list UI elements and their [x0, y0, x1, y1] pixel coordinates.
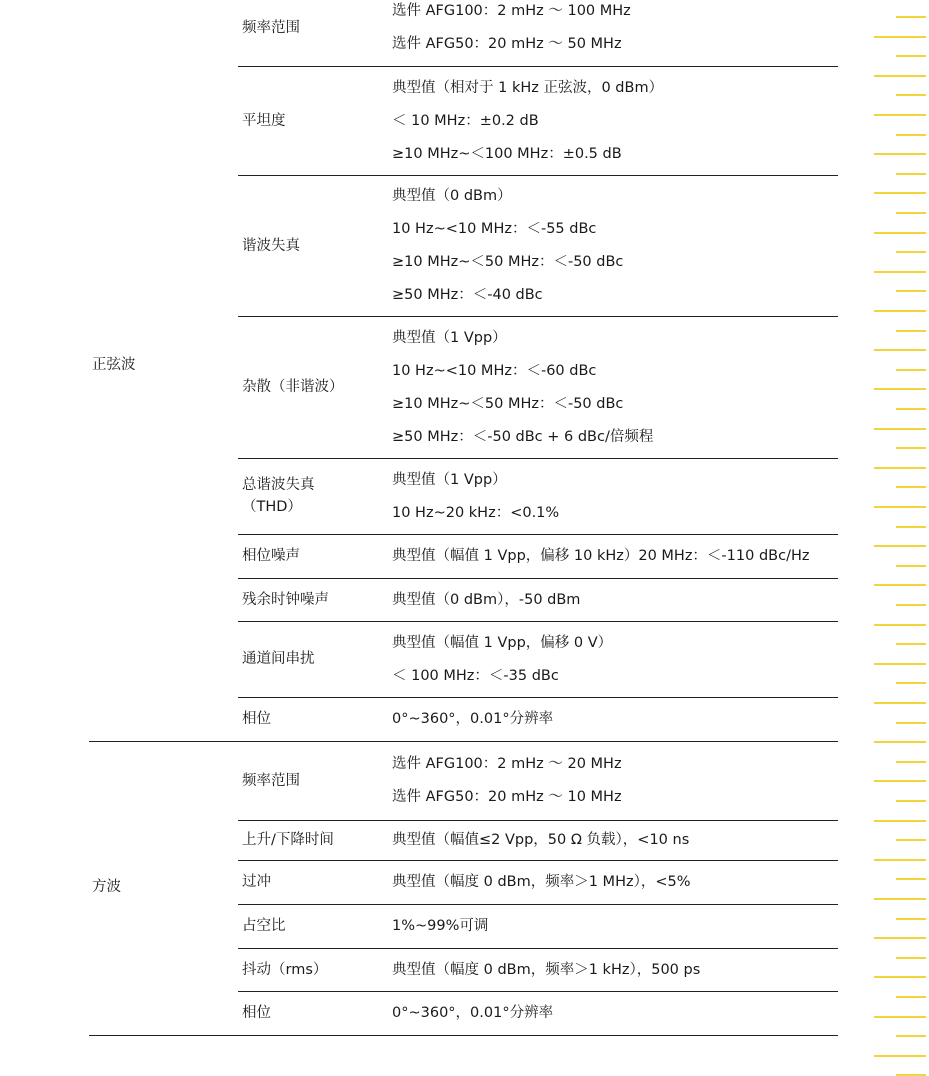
- spec-value-line: ≥50 MHz：＜-40 dBc: [392, 287, 543, 303]
- edge-tick: [896, 996, 926, 998]
- spec-name-line: 相位噪声: [242, 548, 300, 564]
- edge-tick: [874, 153, 926, 155]
- spec-value-line: 1%~99%可调: [392, 918, 489, 934]
- edge-tick: [874, 232, 926, 234]
- edge-tick: [874, 663, 926, 665]
- spec-name-line: 残余时钟噪声: [242, 591, 329, 608]
- spec-row: [238, 741, 837, 820]
- spec-name-line: 杂散（非谐波）: [242, 379, 344, 395]
- spec-value-line: 典型值（相对于 1 kHz 正弦波，0 dBm）: [392, 79, 664, 96]
- spec-value-line: 典型值（幅值 1 Vpp，偏移 10 kHz）20 MHz：＜-110 dBc/Hz: [392, 548, 810, 564]
- spec-value-line: 典型值（0 dBm），-50 dBm: [392, 591, 581, 608]
- spec-value-line: 典型值（0 dBm）: [392, 188, 512, 204]
- edge-tick: [874, 1055, 926, 1057]
- spec-row: [238, 860, 837, 904]
- spec-name-line: （THD）: [242, 499, 302, 515]
- spec-name: [242, 235, 300, 257]
- spec-name-line: 谐波失真: [242, 237, 300, 254]
- edge-tick: [874, 1016, 926, 1018]
- spec-value-line: ＜ 10 MHz：±0.2 dB: [392, 112, 539, 129]
- edge-tick: [874, 859, 926, 861]
- edge-tick: [874, 310, 926, 312]
- spec-name: [242, 110, 286, 132]
- spec-name-line: 总谐波失真: [242, 477, 315, 493]
- spec-value-line: 0°~360°，0.01°分辨率: [392, 1005, 554, 1021]
- edge-tick: [896, 290, 926, 292]
- edge-tick: [896, 94, 926, 96]
- spec-name: [242, 589, 329, 611]
- edge-tick: [896, 251, 926, 253]
- spec-name: [242, 959, 327, 981]
- group-label: 方波: [92, 879, 121, 895]
- edge-tick: [896, 722, 926, 724]
- spec-value-line: ≥10 MHz~＜100 MHz：±0.5 dB: [392, 145, 622, 162]
- spec-row: [238, 534, 837, 578]
- spec-value-line: ＜ 100 MHz：＜-35 dBc: [392, 667, 559, 684]
- edge-tick: [896, 486, 926, 488]
- edge-tick: [874, 780, 926, 782]
- spec-row: [238, 697, 837, 741]
- edge-tick: [896, 761, 926, 763]
- decorative-edge-ticks: [869, 0, 929, 1062]
- spec-value-line: 选件 AFG100：2 mHz ～ 100 MHz: [392, 3, 631, 19]
- spec-value-line: 选件 AFG50：20 mHz ～ 50 MHz: [392, 36, 622, 52]
- spec-name-line: 频率范围: [242, 19, 300, 36]
- edge-tick: [874, 976, 926, 978]
- spec-row: [238, 0, 837, 66]
- spec-value-line: 典型值（1 Vpp）: [392, 329, 507, 346]
- spec-value-line: 选件 AFG100：2 mHz ～ 20 MHz: [392, 756, 622, 772]
- spec-row: [238, 948, 837, 991]
- edge-tick: [874, 506, 926, 508]
- spec-name: [242, 545, 300, 567]
- spec-row: [238, 458, 837, 534]
- edge-tick: [874, 937, 926, 939]
- spec-row: [238, 991, 837, 1035]
- spec-value-line: 典型值（幅值 1 Vpp，偏移 0 V）: [392, 634, 613, 651]
- spec-name-line: 占空比: [242, 918, 286, 934]
- spec-row: [238, 820, 837, 860]
- edge-tick: [874, 114, 926, 116]
- spec-value-line: 0°~360°，0.01°分辨率: [392, 711, 554, 727]
- edge-tick: [874, 36, 926, 38]
- spec-name-line: 过冲: [242, 874, 271, 890]
- edge-tick: [896, 839, 926, 841]
- edge-tick: [896, 643, 926, 645]
- edge-tick: [896, 1035, 926, 1037]
- edge-tick: [896, 447, 926, 449]
- spec-row: [238, 621, 837, 697]
- spec-name-line: 相位: [242, 711, 271, 727]
- edge-tick: [874, 820, 926, 822]
- spec-row: [238, 66, 837, 175]
- spec-value-line: ≥10 MHz~＜50 MHz：＜-50 dBc: [392, 395, 624, 412]
- spec-value-line: ≥10 MHz~＜50 MHz：＜-50 dBc: [392, 254, 624, 270]
- spec-name: [242, 376, 344, 398]
- edge-tick: [874, 428, 926, 430]
- spec-row: [238, 316, 837, 458]
- spec-value-line: 典型值（幅度 0 dBm，频率＞1 MHz），<5%: [392, 874, 691, 890]
- edge-tick: [874, 545, 926, 547]
- spec-value-line: 10 Hz~<10 MHz：＜-55 dBc: [392, 221, 597, 237]
- edge-tick: [896, 173, 926, 175]
- spec-row: [238, 175, 837, 316]
- edge-tick: [896, 526, 926, 528]
- spec-name-line: 通道间串扰: [242, 651, 315, 667]
- edge-tick: [896, 878, 926, 880]
- edge-tick: [874, 702, 926, 704]
- edge-tick: [896, 55, 926, 57]
- spec-name: [242, 648, 315, 670]
- spec-row: [238, 904, 837, 948]
- edge-tick: [896, 565, 926, 567]
- spec-name: [242, 1002, 271, 1024]
- spec-name-line: 上升/下降时间: [242, 832, 334, 848]
- edge-tick: [874, 467, 926, 469]
- edge-tick: [896, 408, 926, 410]
- edge-tick: [874, 192, 926, 194]
- edge-tick: [896, 369, 926, 371]
- spec-value-line: 10 Hz~20 kHz：<0.1%: [392, 504, 560, 521]
- spec-name: [242, 829, 334, 851]
- edge-tick: [874, 349, 926, 351]
- spec-value-line: 选件 AFG50：20 mHz ～ 10 MHz: [392, 789, 622, 805]
- edge-tick: [896, 800, 926, 802]
- spec-value-line: ≥50 MHz：＜-50 dBc + 6 dBc/倍频程: [392, 428, 654, 445]
- edge-tick: [874, 271, 926, 273]
- spec-value-line: 典型值（1 Vpp）: [392, 471, 507, 488]
- spec-name-line: 频率范围: [242, 772, 300, 789]
- edge-tick: [874, 584, 926, 586]
- spec-name: [242, 474, 315, 518]
- group-label: 正弦波: [92, 357, 136, 373]
- edge-tick: [896, 957, 926, 959]
- edge-tick: [874, 624, 926, 626]
- edge-tick: [874, 75, 926, 77]
- spec-name-line: 抖动（rms）: [242, 961, 328, 978]
- edge-tick: [896, 330, 926, 332]
- edge-tick: [896, 682, 926, 684]
- edge-tick: [874, 898, 926, 900]
- spec-name: [242, 770, 300, 792]
- spec-name-line: 相位: [242, 1005, 271, 1021]
- edge-tick: [896, 604, 926, 606]
- spec-name: [242, 871, 271, 893]
- edge-tick: [896, 918, 926, 920]
- edge-tick: [874, 741, 926, 743]
- spec-value-line: 典型值（幅值≤2 Vpp，50 Ω 负载），<10 ns: [392, 832, 690, 848]
- edge-tick: [896, 16, 926, 18]
- row-divider: [89, 1035, 838, 1036]
- spec-value-line: 典型值（幅度 0 dBm，频率＞1 kHz），500 ps: [392, 961, 701, 978]
- edge-tick: [896, 212, 926, 214]
- spec-name: [242, 915, 286, 937]
- edge-tick: [874, 388, 926, 390]
- spec-row: [238, 578, 837, 621]
- spec-name-line: 平坦度: [242, 112, 286, 129]
- spec-name: [242, 17, 300, 39]
- spec-value-line: 10 Hz~<10 MHz：＜-60 dBc: [392, 362, 597, 379]
- spec-name: [242, 708, 271, 730]
- edge-tick: [896, 134, 926, 136]
